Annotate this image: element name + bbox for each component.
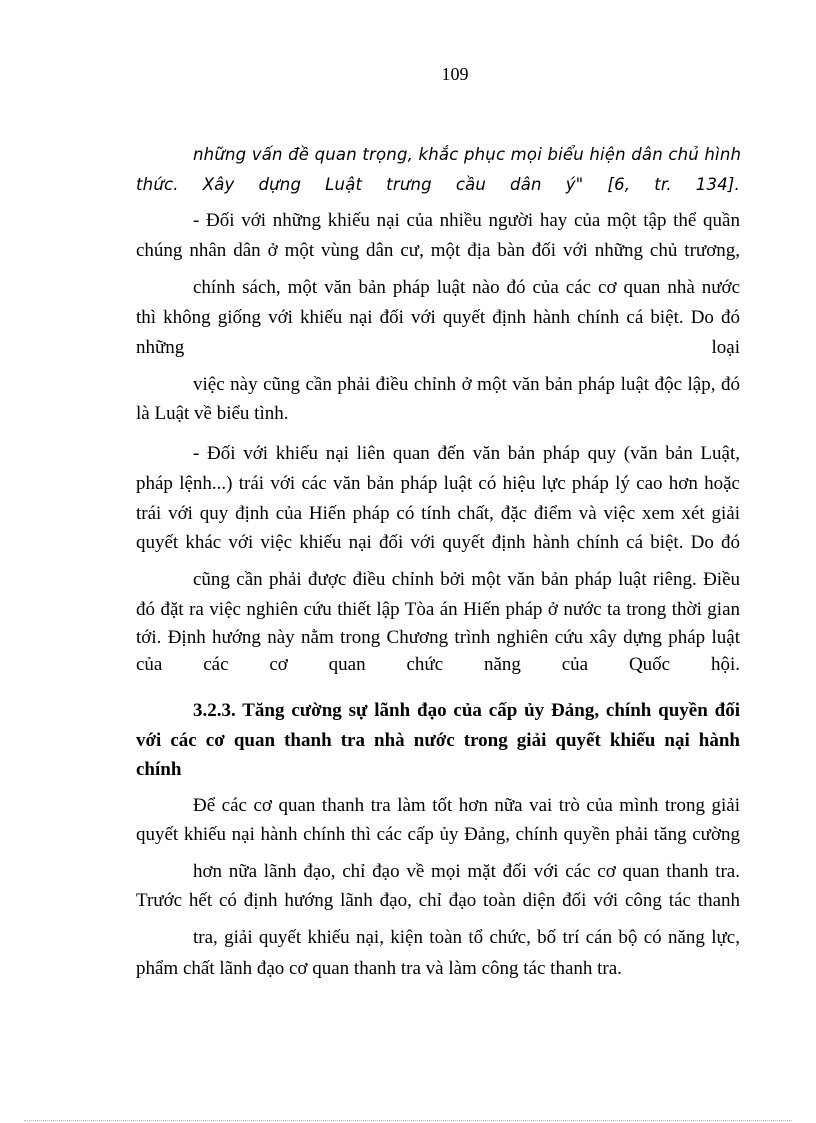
- text-line: pháp lệnh...) trái với các văn bản pháp luật có hiệu lực pháp lý cao hơn hoặc: [136, 473, 740, 494]
- text-line: trái với quy định của Hiến pháp có tính chất, đặc điểm và việc xem xét giải: [136, 503, 740, 524]
- text-line: thức. Xây dựng Luật trưng cầu dân ý" [6, tr. 134].: [136, 175, 740, 194]
- section-heading: 3.2.3. Tăng cường sự lãnh đạo của cấp ủy Đảng, chính quyền đối: [193, 700, 740, 721]
- text-line: - Đối với khiếu nại liên quan đến văn bản pháp quy (văn bản Luật,: [193, 443, 740, 464]
- page-number: 109: [441, 64, 469, 84]
- text-line: việc này cũng cần phải điều chỉnh ở một văn bản pháp luật độc lập, đó: [193, 374, 740, 395]
- page-bottom-border: [24, 1120, 792, 1121]
- text-line: thì không giống với khiếu nại đối với quyết định hành chính cá biệt. Do đó: [136, 307, 740, 328]
- text-line: là Luật về biểu tình.: [136, 403, 289, 424]
- text-line: chúng nhân dân ở một vùng dân cư, một địa bàn đối với những chủ trương,: [136, 240, 740, 261]
- text-line: Để các cơ quan thanh tra làm tốt hơn nữa vai trò của mình trong giải: [193, 795, 740, 816]
- text-line: chính sách, một văn bản pháp luật nào đó của các cơ quan nhà nước: [193, 277, 740, 298]
- text-line: đó đặt ra việc nghiên cứu thiết lập Tòa án Hiến pháp ở nước ta trong thời gian: [136, 599, 740, 620]
- text-line: cũng cần phải được điều chỉnh bởi một văn bản pháp luật riêng. Điều: [193, 569, 740, 590]
- text-line: tới. Định hướng này nằm trong Chương trình nghiên cứu xây dựng pháp luật: [136, 627, 740, 648]
- text-line: hơn nữa lãnh đạo, chỉ đạo về mọi mặt đối với các cơ quan thanh tra.: [193, 861, 740, 882]
- text-line: phẩm chất lãnh đạo cơ quan thanh tra và làm công tác thanh tra.: [136, 958, 622, 979]
- text-line: những vấn đề quan trọng, khắc phục mọi biểu hiện dân chủ hình: [193, 145, 742, 164]
- section-heading: với các cơ quan thanh tra nhà nước trong giải quyết khiếu nại hành: [136, 730, 740, 751]
- text-line: quyết khiếu nại hành chính thì các cấp ủy Đảng, chính quyền phải tăng cường: [136, 824, 740, 845]
- text-line: tra, giải quyết khiếu nại, kiện toàn tổ chức, bố trí cán bộ có năng lực,: [193, 927, 740, 948]
- section-heading: chính: [136, 759, 182, 780]
- text-line: của các cơ quan chức năng của Quốc hội.: [136, 654, 740, 675]
- text-line: những loại: [136, 337, 740, 358]
- text-line: - Đối với những khiếu nại của nhiều người hay của một tập thể quần: [193, 210, 740, 231]
- text-line: quyết khác với việc khiếu nại đối với quyết định hành chính cá biệt. Do đó: [136, 532, 740, 553]
- text-line: Trước hết có định hướng lãnh đạo, chỉ đạo toàn diện đối với công tác thanh: [136, 890, 740, 911]
